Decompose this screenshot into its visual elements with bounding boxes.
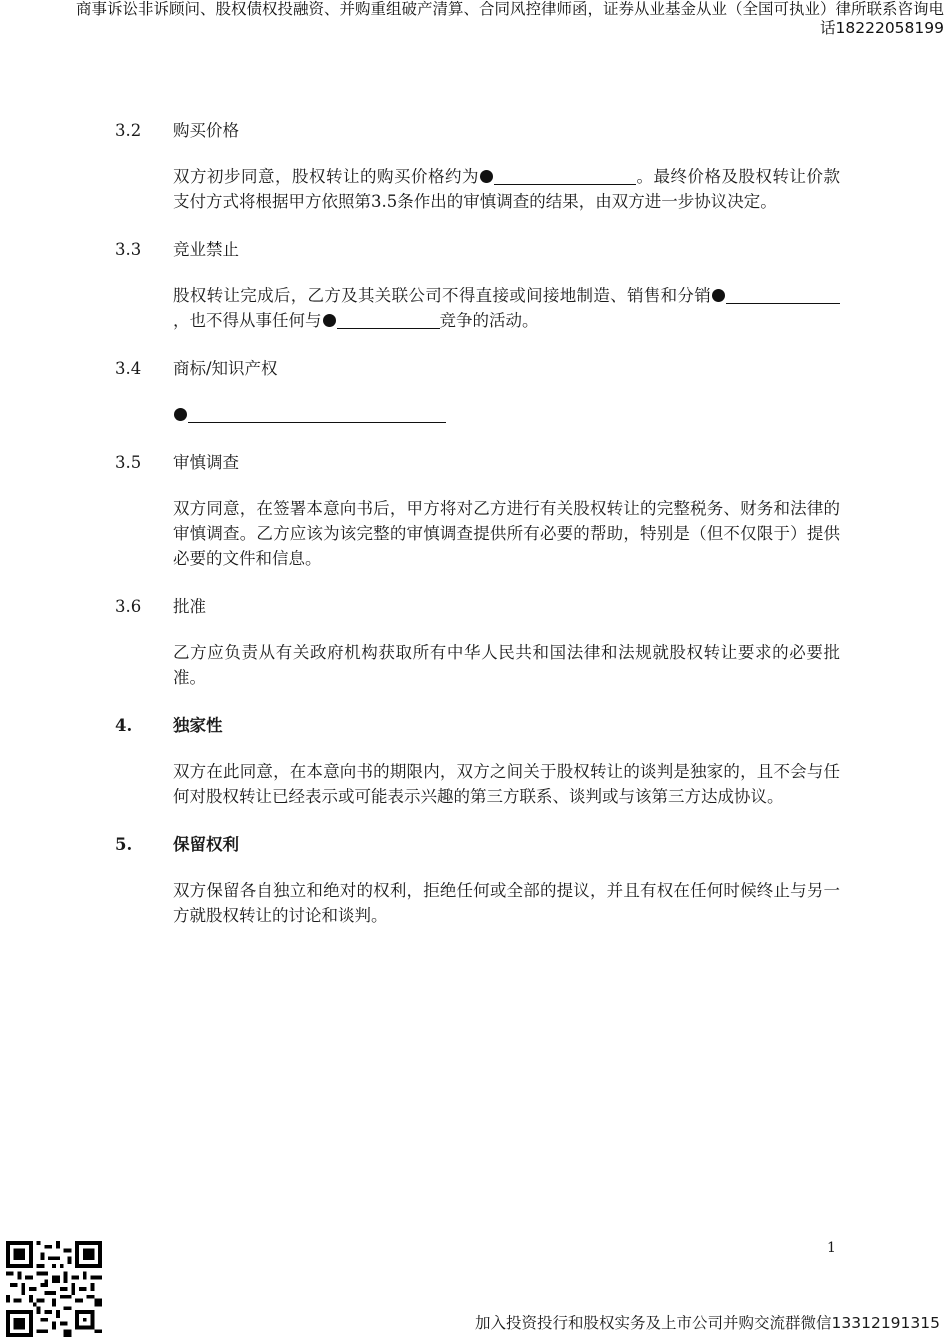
page-header xyxy=(4,0,944,38)
section-number: 5. xyxy=(115,835,133,854)
bullet-dot-icon xyxy=(174,408,187,421)
section-3-5-paragraph: 双方同意，在签署本意向书后，甲方将对乙方进行有关股权转让的完整税务、财务和法律的审慎调查。乙方应该为该完整的审慎调查提供所有必要的帮助，特别是（但不仅限于）提供必要的文件和信息。 xyxy=(173,499,840,568)
bullet-dot-icon xyxy=(323,314,336,327)
section-title: 审慎调查 xyxy=(173,453,239,472)
section-5-heading xyxy=(115,832,840,857)
page-number: 1 xyxy=(827,1240,836,1256)
section-3-3-heading xyxy=(115,237,840,262)
fill-in-blank xyxy=(494,167,636,185)
section-3-3-paragraph: 股权转让完成后，乙方及其关联公司不得直接或间接地制造、销售和分销，也不得从事任何与 竞争的活动。 xyxy=(173,283,840,333)
section-3-2-paragraph: 双方初步同意，股权转让的购买价格约为 。最终价格及股权转让价款支付方式将根据甲方依照第3.5条作出的审慎调查的结果，由双方进一步协议决定。 xyxy=(173,167,840,211)
section-number: 3.6 xyxy=(115,597,142,616)
section-title: 购买价格 xyxy=(173,121,239,140)
section-number: 4. xyxy=(115,716,133,735)
section-title: 独家性 xyxy=(173,716,223,735)
footer-contact: 加入投资投行和股权实务及上市公司并购交流群微信13312191315 xyxy=(475,1314,940,1332)
fill-in-blank xyxy=(337,311,440,329)
section-3-5-heading xyxy=(115,450,840,475)
section-title: 竞业禁止 xyxy=(173,240,239,259)
header-line-1: 商事诉讼非诉顾问、股权债权投融资、并购重组破产清算、合同风控律师函，证券从业基金从业（全国可执业）律所联系咨询电 xyxy=(75,0,944,18)
document-body xyxy=(115,118,840,928)
section-3-2-heading xyxy=(115,118,840,143)
fill-in-blank xyxy=(726,286,840,304)
section-3-4-paragraph xyxy=(173,402,840,427)
bullet-dot-icon xyxy=(712,289,725,302)
fill-in-blank xyxy=(188,405,446,423)
section-number: 3.2 xyxy=(115,121,142,140)
section-number: 3.4 xyxy=(115,359,142,378)
section-title: 保留权利 xyxy=(173,835,239,854)
section-3-6-paragraph: 乙方应负责从有关政府机构获取所有中华人民共和国法律和法规就股权转让要求的必要批准。 xyxy=(173,643,840,687)
section-5-paragraph: 双方保留各自独立和绝对的权利，拒绝任何或全部的提议，并且有权在任何时候终止与另一方就股权转让的讨论和谈判。 xyxy=(173,881,840,925)
section-title: 商标/知识产权 xyxy=(173,359,278,378)
section-4-paragraph: 双方在此同意，在本意向书的期限内，双方之间关于股权转让的谈判是独家的，且不会与任何对股权转让已经表示或可能表示兴趣的第三方联系、谈判或与该第三方达成协议。 xyxy=(173,762,840,806)
qr-code-icon xyxy=(6,1241,102,1337)
section-number: 3.5 xyxy=(115,453,142,472)
section-title: 批准 xyxy=(173,597,206,616)
section-4-heading xyxy=(115,713,840,738)
section-number: 3.3 xyxy=(115,240,142,259)
header-line-2: 话18222058199 xyxy=(820,19,944,37)
section-3-4-heading xyxy=(115,356,840,381)
section-3-6-heading xyxy=(115,594,840,619)
bullet-dot-icon xyxy=(480,170,493,183)
